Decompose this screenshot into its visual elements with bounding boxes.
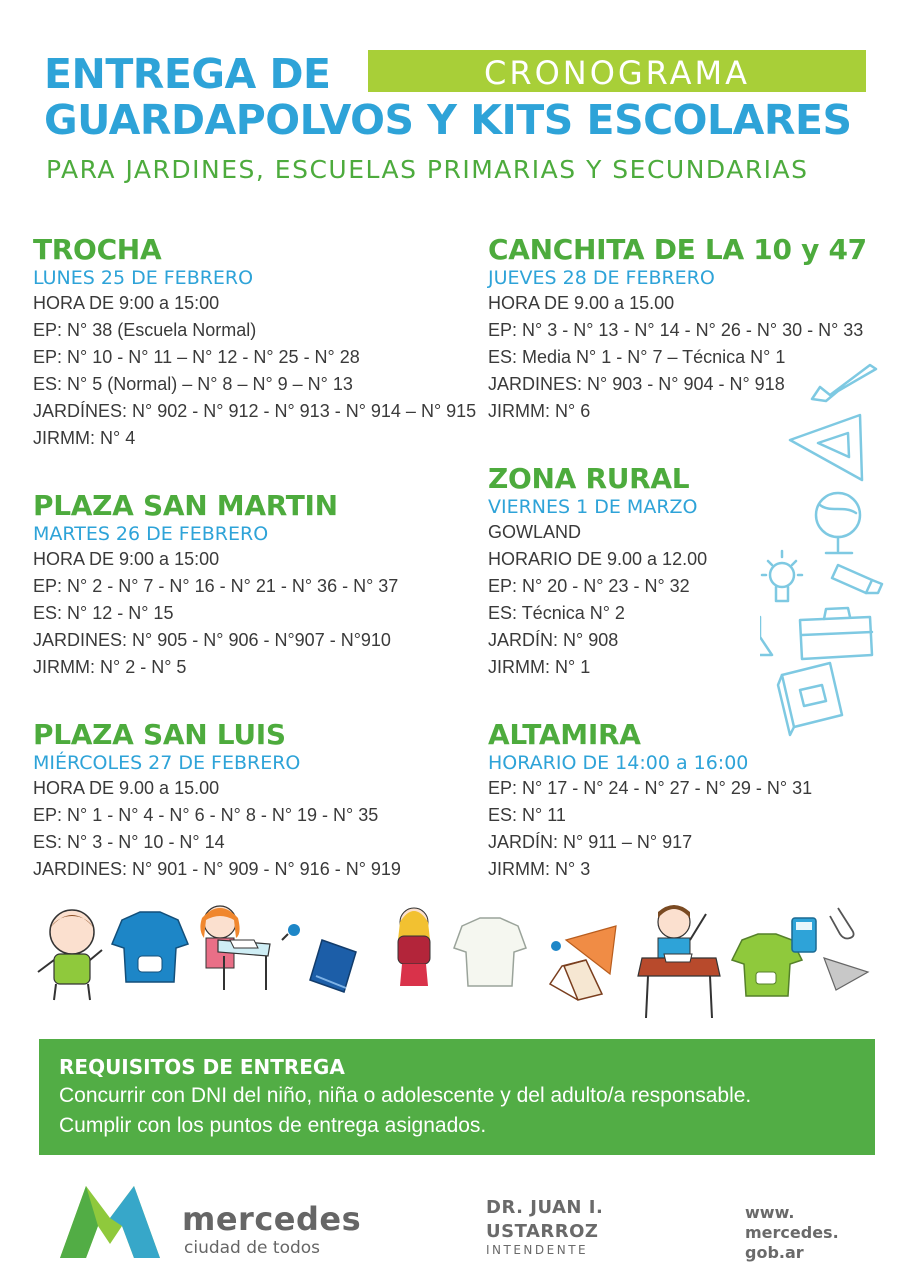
website-address xyxy=(745,1203,839,1263)
section-line: JIRMM: N° 6 xyxy=(488,401,591,421)
section-date: MARTES 26 DE FEBRERO xyxy=(33,523,269,545)
section-line: GOWLAND xyxy=(488,522,582,542)
section-line: JARDINES: N° 905 - N° 906 - N°907 - N°910 xyxy=(33,630,391,650)
section-line: HORA DE 9:00 a 15:00 xyxy=(33,549,220,569)
section-title: PLAZA SAN LUIS xyxy=(33,718,286,751)
brand-tagline: ciudad de todos xyxy=(184,1238,321,1258)
section-plaza-san-martin xyxy=(33,490,483,681)
section-date: MIÉRCOLES 27 DE FEBRERO xyxy=(33,752,301,774)
blue-smock-icon xyxy=(112,912,188,982)
section-line: JARDÍNES: N° 902 - N° 912 - N° 913 - N° 914 – N° 915 xyxy=(33,401,477,421)
cronograma-label: CRONOGRAMA xyxy=(483,54,750,92)
white-smock-icon xyxy=(454,918,526,986)
mayor-role: INTENDENTE xyxy=(486,1243,589,1257)
section-line: ES: Media N° 1 - N° 7 – Técnica N° 1 xyxy=(488,347,786,367)
section-line: EP: N° 20 - N° 23 - N° 32 xyxy=(488,576,690,596)
section-line: JIRMM: N° 2 - N° 5 xyxy=(33,657,187,677)
section-line: ES: N° 11 xyxy=(488,805,566,825)
requirements-box xyxy=(39,1039,875,1155)
section-line: JARDINES: N° 903 - N° 904 - N° 918 xyxy=(488,374,785,394)
calculator-icon xyxy=(792,918,816,952)
section-title: TROCHA xyxy=(33,233,162,266)
section-line: EP: N° 3 - N° 13 - N° 14 - N° 26 - N° 30 - N° 33 xyxy=(488,320,864,340)
section-trocha xyxy=(33,234,483,452)
website-line1: www. xyxy=(745,1203,795,1222)
section-date: JUEVES 28 DE FEBRERO xyxy=(488,267,715,289)
girl-character-icon xyxy=(38,910,102,1000)
section-title: PLAZA SAN MARTIN xyxy=(33,489,338,522)
website-line3: gob.ar xyxy=(745,1243,804,1262)
section-line: EP: N° 17 - N° 24 - N° 27 - N° 29 - N° 31 xyxy=(488,778,813,798)
poster-subtitle: PARA JARDINES, ESCUELAS PRIMARIAS Y SECUNDARIAS xyxy=(46,155,809,184)
section-line: HORARIO DE 9.00 a 12.00 xyxy=(488,549,708,569)
mayor-name-line2: USTARROZ xyxy=(486,1221,599,1242)
section-line: ES: N° 5 (Normal) – N° 8 – N° 9 – N° 13 xyxy=(33,374,353,394)
mayor-name xyxy=(486,1196,603,1244)
boy-at-desk-icon xyxy=(638,905,720,1018)
pushpin-icon xyxy=(282,924,300,940)
section-line: JIRMM: N° 4 xyxy=(33,428,136,448)
section-date: HORARIO DE 14:00 a 16:00 xyxy=(488,752,749,774)
section-line: EP: N° 10 - N° 11 – N° 12 - N° 25 - N° 28 xyxy=(33,347,360,367)
notebook-icon xyxy=(310,940,356,992)
poster-title-line1: ENTREGA DE xyxy=(44,50,331,98)
section-date: VIERNES 1 DE MARZO xyxy=(488,496,698,518)
section-line: EP: N° 1 - N° 4 - N° 6 - N° 8 - N° 19 - N° 35 xyxy=(33,805,379,825)
section-line: ES: N° 12 - N° 15 xyxy=(33,603,174,623)
section-line: HORA DE 9.00 a 15.00 xyxy=(33,778,220,798)
requirements-title: REQUISITOS DE ENTREGA xyxy=(59,1055,345,1079)
mercedes-logo-icon xyxy=(60,1186,160,1258)
flask-icon xyxy=(760,617,772,655)
schoolgirl-backpack-icon xyxy=(398,908,430,986)
section-plaza-san-luis xyxy=(33,719,483,883)
section-line: JARDÍN: N° 911 – N° 917 xyxy=(488,832,693,852)
section-title: CANCHITA DE LA 10 y 47 xyxy=(488,233,867,266)
usb-drive-icon xyxy=(832,565,882,593)
poster-title-line2: GUARDAPOLVOS Y KITS ESCOLARES xyxy=(44,96,852,144)
section-line: JIRMM: N° 1 xyxy=(488,657,591,677)
website-line2: mercedes. xyxy=(745,1223,839,1242)
section-line: JARDINES: N° 901 - N° 909 - N° 916 - N° 919 xyxy=(33,859,401,879)
section-title: ZONA RURAL xyxy=(488,462,690,495)
section-line: JIRMM: N° 3 xyxy=(488,859,591,879)
requirement-item: Cumplir con los puntos de entrega asignados. xyxy=(59,1114,487,1137)
section-line: EP: N° 2 - N° 7 - N° 16 - N° 21 - N° 36 - N° 37 xyxy=(33,576,399,596)
lightbulb-icon xyxy=(762,551,802,601)
paperclip-icon xyxy=(830,908,854,939)
section-line: ES: N° 3 - N° 10 - N° 14 xyxy=(33,832,225,852)
girl-at-desk-icon xyxy=(200,906,270,990)
set-square-icon xyxy=(790,415,862,480)
brand-name: mercedes xyxy=(182,1200,362,1238)
school-doodles-illustration xyxy=(760,355,890,745)
section-line: HORA DE 9.00 a 15.00 xyxy=(488,293,675,313)
kids-and-school-items-illustration xyxy=(30,900,874,1032)
globe-icon xyxy=(816,493,860,553)
protractor-icon xyxy=(824,958,868,990)
section-zona-rural xyxy=(488,463,768,681)
briefcase-icon xyxy=(800,608,872,659)
section-line: JARDÍN: N° 908 xyxy=(488,630,619,650)
arrow-pencil-icon xyxy=(812,365,876,401)
section-line: EP: N° 38 (Escuela Normal) xyxy=(33,320,257,340)
book-icon xyxy=(778,663,842,735)
section-line: HORA DE 9:00 a 15:00 xyxy=(33,293,220,313)
open-book-icon xyxy=(550,960,602,1000)
section-date: LUNES 25 DE FEBRERO xyxy=(33,267,254,289)
requirement-item: Concurrir con DNI del niño, niña o adolescente y del adulto/a responsable. xyxy=(59,1084,752,1107)
mayor-name-line1: DR. JUAN I. xyxy=(486,1197,604,1218)
section-line: ES: Técnica N° 2 xyxy=(488,603,625,623)
section-title: ALTAMIRA xyxy=(488,718,641,751)
